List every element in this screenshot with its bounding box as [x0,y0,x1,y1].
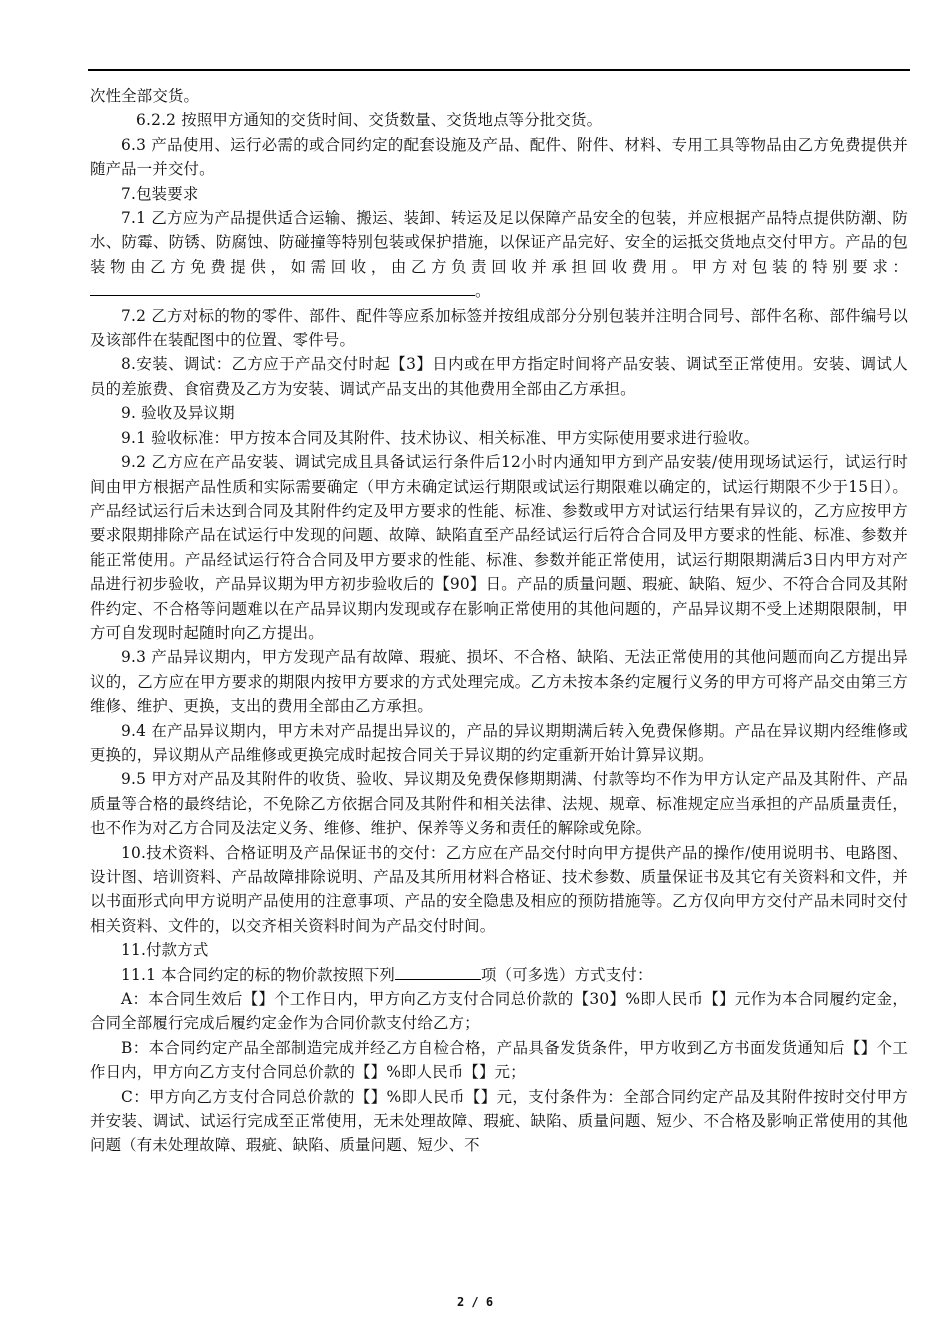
paragraph-7-2: 7.2 乙方对标的物的零件、部件、配件等应系加标签并按组成部分分别包装并注明合同号、部件名称、部件编号以及该部件在装配图中的位置、零件号。 [90,306,908,350]
paragraph-7-1-text: 7.1 乙方应为产品提供适合运输、搬运、装卸、转运及足以保障产品安全的包装，并应根据产品特点提供防潮、防水、防霉、防锈、防腐蚀、防碰撞等特别包装或保护措施，以保证产品完好、安全的运抵交货地点交付甲方。产品的包装物由乙方免费提供，如需回收，由乙方负责回收并承担回收费用。甲方对包装的特别要求： [90,209,908,276]
paragraph-11-1-end: 项（可多选）方式支付： [481,965,653,984]
paragraph-8-installation: 8.安装、调试：乙方应于产品交付时起【3】日内或在甲方指定时间将产品安装、调试至正常使用。安装、调试人员的差旅费、食宿费及乙方为安装、调试产品支出的其他费用全部由乙方承担。 [90,355,908,398]
payment-option-c: C：甲方向乙方支付合同总价款的【】%即人民币【】元，支付条件为：全部合同约定产品及其附件按时交付甲方并安装、调试、试运行完成至正常使用，无未处理故障、瑕疵、缺陷、质量问题、短少、不合格及影响正常使用的其他问题（有未处理故障、瑕疵、缺陷、质量问题、短少、不 [90,1087,908,1155]
payment-option-b: B：本合同约定产品全部制造完成并经乙方自检合格，产品具备发货条件，甲方收到乙方书面发货通知后【】个工作日内，甲方向乙方支付合同总价款的【】%即人民币【】元； [90,1038,908,1082]
paragraph-9-2: 9.2 乙方应在产品安装、调试完成且具备试运行条件后12小时内通知甲方到产品安装/使用现场试运行，试运行时间由甲方根据产品性质和实际需要确定（甲方未确定试运行期限或试运行期限难以确定的，试运行期限不少于15日）。产品经试运行后未达到合同及其附件约定及甲方要求的性能、标准、参数或甲方对试运行结果有异议的，乙方应按甲方要求限期排除产品在试运行中发现的问题、故障、缺陷直至产品经试运行后符合合同及甲方要求的性能、标准、参数并能正常使用。产品经试运行符合合同及甲方要求的性能、标准、参数并能正常使用，试运行期限期满后3日内甲方对产品进行初步验收，产品异议期为甲方初步验收后的【90】日。产品的质量问题、瑕疵、缺陷、短少、不符合合同及其附件约定、不合格等问题难以在产品异议期内发现或存在影响正常使用的其他问题的，产品异议期不受上述期限限制，甲方可自发现时起随时向乙方提出。 [90,453,908,642]
payment-option-a: A：本合同生效后【】个工作日内，甲方向乙方支付合同总价款的【30】%即人民币【】元作为本合同履约定金，合同全部履行完成后履约定金作为合同价款支付给乙方； [90,990,908,1033]
paragraph-11-1-text: 11.1 本合同约定的标的物价款按照下列 [121,965,396,984]
heading-7-packaging: 7.包装要求 [121,184,199,203]
heading-9-acceptance: 9. 验收及异议期 [121,404,235,423]
paragraph-6-2-2: 6.2.2 按照甲方通知的交货时间、交货数量、交货地点等分批交货。 [136,111,603,130]
header-rule [88,69,910,71]
paragraph-9-5: 9.5 甲方对产品及其附件的收货、验收、异议期及免费保修期期满、付款等均不作为甲方认定产品及其附件、产品质量等合格的最终结论，不免除乙方依据合同及其附件和相关法律、法规、规章、标准规定应当承担的产品质量责任，也不作为对乙方合同及法定义务、维修、维护、保养等义务和责任的解除或免除。 [90,770,908,838]
paragraph-10-documents: 10.技术资料、合格证明及产品保证书的交付：乙方应在产品交付时向甲方提供产品的操作/使用说明书、电路图、设计图、培训资料、产品故障排除说明、产品及其所用材料合格证、技术参数、质量保证书及其它有关资料和文件，并以书面形式向甲方说明产品使用的注意事项、产品的安全隐患及相应的预防措施等。乙方仅向甲方交付产品未同时交付相关资料、文件的，以交齐相关资料时间为产品交付时间。 [90,843,908,935]
payment-option-blank [395,963,481,980]
paragraph-7-1 [90,206,908,304]
paragraph-7-1-end: 。 [475,282,491,301]
paragraph-11-1 [90,963,908,987]
packaging-requirement-blank [90,279,475,296]
document-body [90,84,908,1158]
paragraph-9-1: 9.1 验收标准：甲方按本合同及其附件、技术协议、相关标准、甲方实际使用要求进行验收。 [121,428,760,447]
paragraph-9-4: 9.4 在产品异议期内，甲方未对产品提出异议的，产品的异议期期满后转入免费保修期。产品在异议期内经维修或更换的，异议期从产品维修或更换完成时起按合同关于异议期的约定重新开始计算异议期。 [90,721,908,764]
paragraph-9-3: 9.3 产品异议期内，甲方发现产品有故障、瑕疵、损坏、不合格、缺陷、无法正常使用的其他问题而向乙方提出异议的，乙方应在甲方要求的期限内按甲方要求的方式处理完成。乙方未按本条约定履行义务的甲方可将产品交由第三方维修、维护、更换，支出的费用全部由乙方承担。 [90,648,908,716]
heading-11-payment: 11.付款方式 [121,941,209,960]
paragraph-6-2-1-continued: 次性全部交货。 [90,87,200,105]
paragraph-6-3: 6.3 产品使用、运行必需的或合同约定的配套设施及产品、配件、附件、材料、专用工具等物品由乙方免费提供并随产品一并交付。 [90,135,908,179]
page-number: 2 / 6 [456,1295,494,1309]
